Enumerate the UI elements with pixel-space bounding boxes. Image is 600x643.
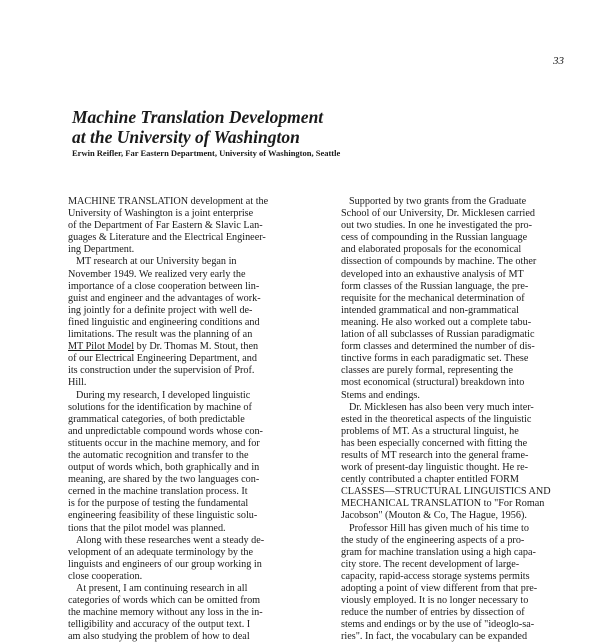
text-line: capacity, rapid-access storage systems permits — [341, 570, 530, 582]
text-line: Hill. — [68, 377, 87, 389]
text-line: ing jointly for a definite project with well de- — [68, 304, 253, 316]
text-line: requisite for the mechanical determination of — [341, 292, 525, 304]
text-line: linguists and engineers of our group working in — [68, 558, 262, 570]
text-line: At present, I am continuing research in all — [76, 583, 248, 594]
text-line: grammatical categories, of both predictable — [68, 413, 245, 425]
text-line: am also studying the problem of how to deal — [68, 631, 250, 643]
text-line: classes are purely formal, representing the — [341, 365, 513, 377]
text-line: is for the purpose of testing the fundamental — [68, 498, 249, 510]
text-line: meaning, are shared by the two languages con- — [68, 474, 260, 486]
text-line: guist and engineer and the advantages of work- — [68, 292, 261, 304]
left-text-column — [68, 196, 293, 643]
text-line: Stems and endings. — [341, 389, 420, 401]
text-line: ing Department. — [68, 244, 135, 256]
text-line: and elaborated proposals for the economical — [341, 244, 522, 256]
text-line: cently contributed a chapter entitled FORM — [341, 474, 519, 486]
text-line: output of words which, both graphically and in — [68, 462, 260, 474]
text-line: guages & Literature and the Electrical Engineer- — [68, 232, 266, 244]
right-text-column — [341, 196, 566, 643]
text-line: University of Washington is a joint enterprise — [68, 208, 254, 220]
text-line: adopting a point of view different from that pre- — [341, 583, 538, 594]
text-line: MT Pilot Model by Dr. Thomas M. Stout, then — [68, 341, 259, 353]
text-line: city store. The recent development of large- — [341, 558, 520, 570]
text-line: dissection of compounds by machine. The other — [341, 256, 537, 268]
text-line: and unpredictable compound words whose con- — [68, 425, 263, 437]
text-line: MT research at our University began in — [76, 256, 237, 268]
text-line: most economical (structural) breakdown into — [341, 377, 525, 389]
text-line: categories of words which can be omitted from — [68, 595, 261, 607]
text-line: Along with these researches went a steady de- — [76, 534, 265, 546]
text-line: cess of compounding in the Russian language — [341, 232, 528, 244]
text-line: has been especially concerned with fitting the — [341, 437, 528, 449]
text-line: cerned in the machine translation process. It — [68, 486, 248, 498]
text-line: its construction under the supervision of Prof. — [68, 365, 255, 377]
text-line: the machine memory without any loss in the in- — [68, 607, 263, 619]
title-line: Machine Translation Development — [72, 107, 324, 127]
text-line: work of present-day linguistic thought. He re- — [341, 462, 529, 474]
text-line: form classes and determined the number of dis- — [341, 341, 535, 353]
text-line: MECHANICAL TRANSLATION to "For Roman — [341, 498, 545, 510]
text-line: MACHINE TRANSLATION development at the — [68, 196, 269, 207]
text-line: solutions for the identification by machine of — [68, 401, 252, 413]
text-line: the automatic recognition and transfer to the — [68, 449, 249, 461]
text-line: problems of MT. As a structural linguist, he — [341, 425, 519, 437]
text-line: November 1949. We realized very early the — [68, 268, 246, 280]
title-line: at the University of Washington — [72, 127, 300, 147]
text-line: Supported by two grants from the Graduate — [349, 196, 527, 207]
text-line: close cooperation. — [68, 570, 143, 582]
text-line: Dr. Micklesen has also been very much inter- — [349, 401, 534, 413]
text-line: fined linguistic and engineering conditions and — [68, 316, 260, 328]
text-line: out two studies. In one he investigated the pro- — [341, 220, 532, 232]
text-line: stituents occur in the machine memory, and for — [68, 437, 260, 449]
underlined-term: MT Pilot Model — [68, 341, 135, 353]
text-line: School of our University, Dr. Micklesen carried — [341, 208, 535, 220]
text-line: gram for machine translation using a high capa- — [341, 546, 536, 558]
text-line: tions that the pilot model was planned. — [68, 522, 226, 534]
text-line: stems and endings or by the use of "ideoglo-sa- — [341, 619, 535, 631]
text-line: velopment of an adequate terminology by the — [68, 546, 254, 558]
text-line: developed into an exhaustive analysis of MT — [341, 268, 524, 280]
text-line: form classes of the Russian language, the pre- — [341, 280, 529, 292]
text-line: During my research, I developed linguistic — [76, 389, 251, 401]
author-byline: Erwin Reifler, Far Eastern Department, University of Washington, Seattle — [72, 148, 341, 158]
text-line: meaning. He also worked out a complete tabu- — [341, 316, 532, 328]
text-line: results of MT research into the general frame- — [341, 449, 529, 461]
text-line: CLASSES—STRUCTURAL LINGUISTICS AND — [341, 486, 551, 498]
text-line: Jacobson" (Mouton & Co, The Hague, 1956). — [341, 510, 527, 522]
text-line: intended grammatical and non-grammatical — [341, 304, 519, 316]
text-line: ested in the theoretical aspects of the linguistic — [341, 413, 532, 425]
text-line: lation of all subclasses of Russian paradigmatic — [341, 329, 535, 341]
text-line: tinctive forms in each paradigmatic set. These — [341, 353, 529, 365]
text-line: of our Electrical Engineering Department, and — [68, 353, 257, 365]
text-line: telligibility and accuracy of the output text. I — [68, 619, 251, 631]
article-title — [72, 107, 532, 147]
text-line: Professor Hill has given much of his time to — [349, 522, 529, 534]
text-line: reduce the number of entries by dissection of — [341, 607, 525, 619]
page-number: 33 — [553, 55, 564, 67]
text-line: viously employed. It is no longer necessary to — [341, 595, 529, 607]
text-line: ries". In fact, the vocabulary can be expanded — [341, 631, 528, 643]
text-line: the study of the engineering aspects of a pro- — [341, 534, 525, 546]
text-line: engineering feasibility of these linguistic solu- — [68, 510, 258, 522]
text-line: importance of a close cooperation between lin- — [68, 280, 260, 292]
text-line: limitations. The result was the planning of an — [68, 329, 253, 341]
text-line: of the Department of Far Eastern & Slavic Lan- — [68, 220, 263, 232]
